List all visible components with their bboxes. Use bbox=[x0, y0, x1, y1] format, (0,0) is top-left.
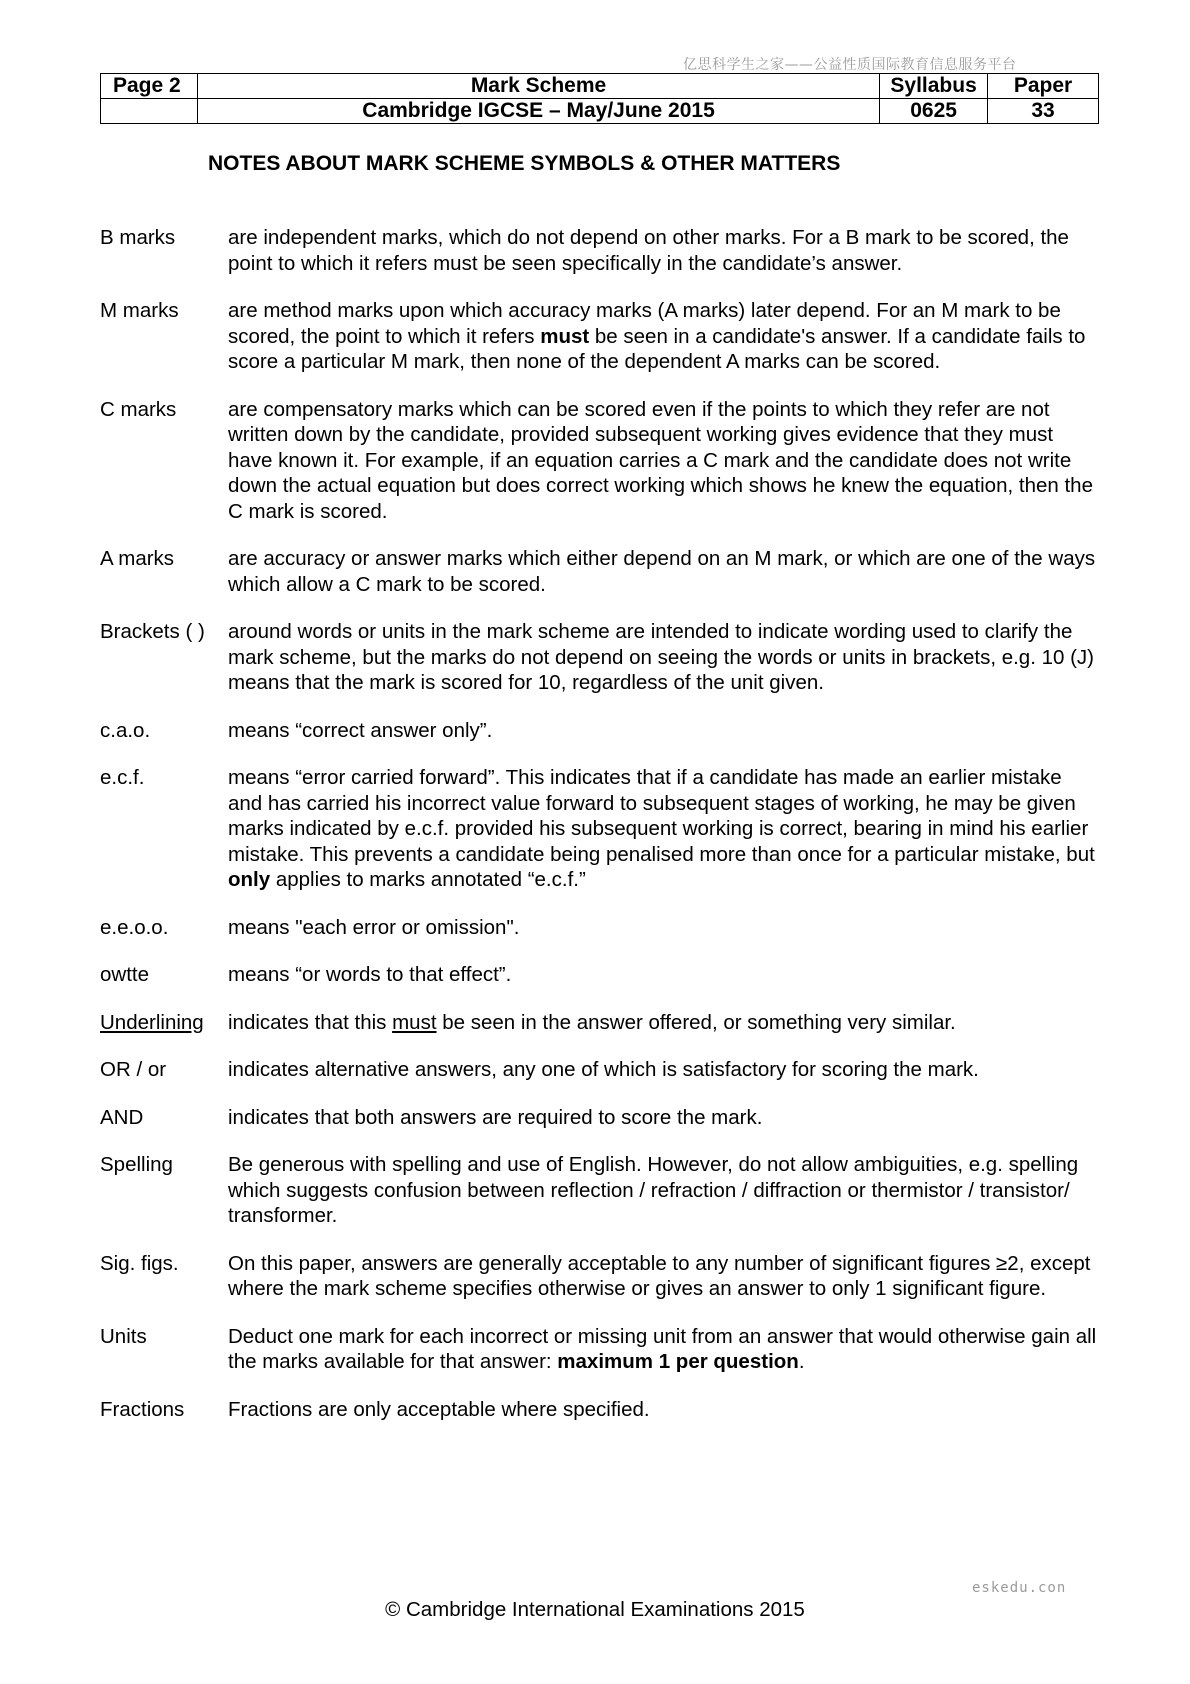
note-entry bbox=[100, 1105, 1100, 1131]
note-definition-text: applies to marks annotated “e.c.f.” bbox=[270, 868, 586, 891]
exam-name: Cambridge IGCSE – May/June 2015 bbox=[197, 99, 879, 124]
note-term: C marks bbox=[100, 397, 177, 421]
note-definition-text: indicates that both answers are required to score the mark. bbox=[228, 1105, 763, 1129]
note-definition-text: are compensatory marks which can be scored even if the points to which they refer are not written down by the candidate, provided subsequent working gives evidence that they must have known it. For example, if an equation carries a C mark and the candidate does not write down the actual equation but does correct working which shows he knew the equation, then the C mark is scored. bbox=[228, 397, 1093, 523]
note-definition-text: Be generous with spelling and use of English. However, do not allow ambiguities, e.g. spelling which suggests confusion between reflection / refraction / diffraction or thermistor / transistor/ transformer. bbox=[228, 1153, 1079, 1227]
note-term: Units bbox=[100, 1324, 147, 1348]
note-definition-text: must bbox=[540, 324, 590, 348]
note-definition-text: means “or words to that effect”. bbox=[228, 963, 512, 986]
note-definition-text: are independent marks, which do not depend on other marks. For a B mark to be scored, the point to which it refers must be seen specifically in the candidate’s answer. bbox=[228, 226, 1069, 275]
header-row-1 bbox=[101, 74, 1099, 99]
note-entry bbox=[100, 1010, 1100, 1036]
paper-number: 33 bbox=[988, 99, 1099, 124]
note-definition-text: Deduct one mark for each incorrect or missing unit from an answer that would otherwise gain all the marks available for that answer: bbox=[228, 1324, 1097, 1373]
copyright-footer: © Cambridge International Examinations 2015 bbox=[385, 1598, 805, 1621]
note-definition bbox=[228, 765, 1100, 893]
note-entry bbox=[100, 915, 1100, 941]
note-definition-text: means “correct answer only”. bbox=[228, 718, 493, 742]
syllabus-label: Syllabus bbox=[880, 74, 988, 99]
note-definition bbox=[228, 225, 1100, 276]
note-definition bbox=[228, 915, 1100, 941]
note-definition-text: Fractions are only acceptable where specified. bbox=[228, 1397, 650, 1421]
note-term: Spelling bbox=[100, 1153, 173, 1176]
note-definition-text: means "each error or omission". bbox=[228, 915, 520, 939]
header-row-2 bbox=[101, 99, 1099, 124]
note-definition-text: only bbox=[228, 868, 271, 891]
note-entry bbox=[100, 298, 1100, 375]
note-definition bbox=[228, 298, 1100, 375]
note-entry bbox=[100, 619, 1100, 696]
note-term: Underlining bbox=[100, 1010, 204, 1034]
note-entry bbox=[100, 718, 1100, 744]
note-definition bbox=[228, 1105, 1100, 1131]
note-definition-text: . bbox=[798, 1350, 805, 1373]
note-definition bbox=[228, 962, 1100, 988]
note-entry bbox=[100, 1251, 1100, 1302]
note-entry bbox=[100, 397, 1100, 525]
note-entry bbox=[100, 1152, 1100, 1229]
paper-label: Paper bbox=[988, 74, 1099, 99]
note-definition-text: must bbox=[392, 1010, 437, 1034]
note-term: Sig. figs. bbox=[100, 1251, 179, 1275]
note-entry bbox=[100, 962, 1100, 988]
note-term: owtte bbox=[100, 963, 149, 986]
note-definition bbox=[228, 1397, 1100, 1423]
note-definition-text: are accuracy or answer marks which either depend on an M mark, or which are one of the ways which allow a C mark to be scored. bbox=[228, 547, 1096, 596]
note-definition bbox=[228, 546, 1100, 597]
header-empty-cell bbox=[101, 99, 198, 124]
note-term: Brackets ( ) bbox=[100, 620, 205, 643]
note-definition-text: be seen in the answer offered, or something very similar. bbox=[436, 1010, 956, 1034]
note-definition-text: around words or units in the mark scheme are intended to indicate wording used to clarify the mark scheme, but the marks do not depend on seeing the words or units in brackets, e.g. 10 (J) means that the mark is scored for 10, regardless of the unit given. bbox=[228, 620, 1095, 694]
header-table bbox=[100, 73, 1099, 124]
syllabus-code: 0625 bbox=[880, 99, 988, 124]
document-title: Mark Scheme bbox=[197, 74, 879, 99]
note-definition-text: be seen in a candidate's answer. If a candidate fails to score a particular M mark, then none of the dependent A marks can be scored. bbox=[228, 324, 1086, 373]
note-definition bbox=[228, 1010, 1100, 1036]
watermark-bottom: eskedu.con bbox=[972, 1580, 1067, 1596]
note-term: e.c.f. bbox=[100, 766, 145, 789]
note-definition-text: indicates that this bbox=[228, 1010, 393, 1034]
note-term: OR / or bbox=[100, 1058, 167, 1081]
note-definition-text: indicates alternative answers, any one of which is satisfactory for scoring the mark. bbox=[228, 1058, 979, 1081]
notes-title: NOTES ABOUT MARK SCHEME SYMBOLS & OTHER MATTERS bbox=[208, 152, 841, 175]
note-definition-text: means “error carried forward”. This indicates that if a candidate has made an earlier mistake and has carried his incorrect value forward to subsequent stages of working, he may be given marks indicated by e.c.f. provided his subsequent working is correct, bearing in mind his earlier mistake. This prevents a candidate being penalised more than once for a particular mistake, but bbox=[228, 766, 1095, 866]
note-entry bbox=[100, 765, 1100, 893]
note-term: M marks bbox=[100, 299, 179, 322]
note-term: B marks bbox=[100, 226, 176, 249]
note-definition-text: are method marks upon which accuracy marks (A marks) later depend. For an M mark to be scored, the point to which it refers bbox=[228, 299, 1061, 348]
note-term: A marks bbox=[100, 547, 175, 570]
note-definition bbox=[228, 1152, 1100, 1229]
note-entry bbox=[100, 1397, 1100, 1423]
note-definition bbox=[228, 619, 1100, 696]
note-definition-text: maximum 1 per question bbox=[557, 1350, 799, 1373]
note-definition bbox=[228, 1324, 1100, 1375]
watermark-top: 亿思科学生之家——公益性质国际教育信息服务平台 bbox=[683, 57, 1017, 73]
note-term: c.a.o. bbox=[100, 718, 151, 742]
note-term: e.e.o.o. bbox=[100, 915, 169, 939]
note-entry bbox=[100, 1324, 1100, 1375]
note-entry bbox=[100, 1057, 1100, 1083]
notes-list bbox=[100, 225, 1100, 1444]
note-term: Fractions bbox=[100, 1397, 185, 1421]
note-entry bbox=[100, 225, 1100, 276]
note-entry bbox=[100, 546, 1100, 597]
note-definition-text: On this paper, answers are generally acceptable to any number of significant figures ≥2, except where the mark scheme specifies otherwise or gives an answer to only 1 significant figure. bbox=[228, 1251, 1091, 1300]
note-definition bbox=[228, 718, 1100, 744]
note-term: AND bbox=[100, 1105, 144, 1129]
note-definition bbox=[228, 1057, 1100, 1083]
note-definition bbox=[228, 397, 1100, 525]
note-definition bbox=[228, 1251, 1100, 1302]
page-number: Page 2 bbox=[101, 74, 198, 99]
